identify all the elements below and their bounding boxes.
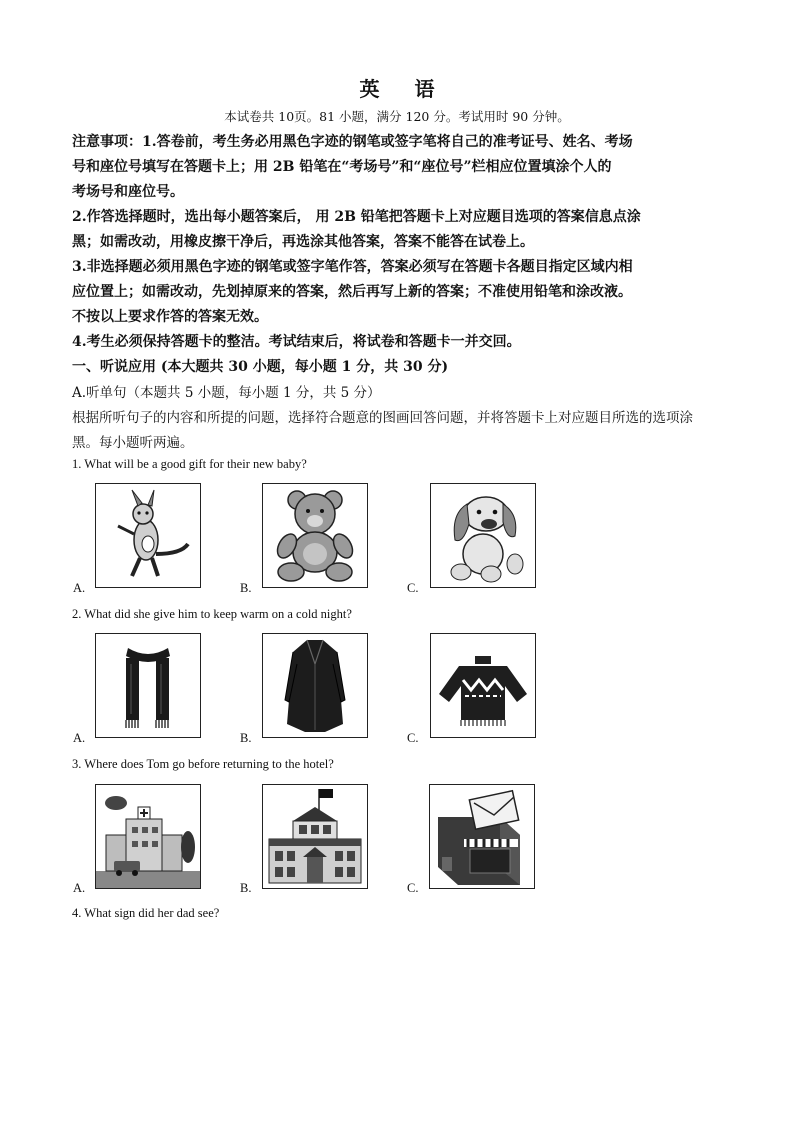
instructions-line: 根据所听句子的内容和所提的问题，选择符合题意的图画回答问题，并将答题卡上对应题目所选的选项涂 bbox=[72, 410, 693, 426]
kangaroo-toy-icon bbox=[96, 484, 200, 587]
option-label: B. bbox=[240, 881, 252, 895]
sweater-icon bbox=[431, 634, 535, 737]
notice-line: 号和座位号填写在答题卡上；用 2B 铅笔在“考场号”和“座位号”栏相应位置填涂个人的 bbox=[72, 159, 612, 175]
notice-line: 应位置上；如需改动，先划掉原来的答案，然后再写上新的答案；不准使用铅笔和涂改液。 bbox=[72, 284, 632, 300]
option-label: A. bbox=[73, 881, 86, 895]
option-image[interactable] bbox=[95, 784, 201, 889]
notice-line: 不按以上要求作答的答案无效。 bbox=[72, 309, 268, 325]
option-label: C. bbox=[407, 731, 419, 745]
school-building-icon bbox=[263, 785, 367, 888]
notice-line: 4.考生必须保持答题卡的整洁。考试结束后，将试卷和答题卡一并交回。 bbox=[72, 334, 521, 350]
question-2-text: 2. What did she give him to keep warm on a cold night? bbox=[72, 607, 352, 621]
option-image[interactable] bbox=[262, 633, 368, 738]
option-image[interactable] bbox=[95, 633, 201, 738]
part-a-heading: A.听单句（本题共 5 小题，每小题 1 分，共 5 分） bbox=[72, 385, 381, 401]
section-heading: 一、听说应用 (本大题共 30 小题，每小题 1 分，共 30 分) bbox=[72, 359, 449, 375]
option-image[interactable] bbox=[429, 784, 535, 889]
option-image[interactable] bbox=[95, 483, 201, 588]
option-label: A. bbox=[73, 581, 86, 595]
option-label: C. bbox=[407, 881, 419, 895]
notice-line: 考场号和座位号。 bbox=[72, 184, 184, 200]
question-1-text: 1. What will be a good gift for their new baby? bbox=[72, 457, 307, 471]
option-label: C. bbox=[407, 581, 419, 595]
scarf-icon bbox=[96, 634, 200, 737]
option-image[interactable] bbox=[262, 784, 368, 889]
question-4-text: 4. What sign did her dad see? bbox=[72, 906, 220, 920]
notice-line: 黑；如需改动，用橡皮擦干净后，再选涂其他答案，答案不能答在试卷上。 bbox=[72, 234, 534, 250]
exam-subtitle: 本试卷共 10页。81 小题，满分 120 分。考试用时 90 分钟。 bbox=[224, 109, 570, 124]
teddy-bear-icon bbox=[263, 484, 367, 587]
notice-line: 2.作答选择题时，选出每小题答案后， 用 2B 铅笔把答题卡上对应题目选项的答案信息点涂 bbox=[72, 209, 641, 225]
notice-line: 3.非选择题必须用黑色字迹的钢笔或签字笔作答，答案必须写在答题卡各题目指定区域内相 bbox=[72, 259, 633, 275]
hospital-icon bbox=[96, 785, 200, 888]
toy-dog-icon bbox=[431, 484, 535, 587]
question-3-text: 3. Where does Tom go before returning to the hotel? bbox=[72, 757, 334, 771]
instructions-line: 黑。每小题听两遍。 bbox=[72, 435, 194, 451]
option-image[interactable] bbox=[262, 483, 368, 588]
exam-title: 英 语 bbox=[359, 77, 449, 101]
coat-icon bbox=[263, 634, 367, 737]
option-label: B. bbox=[240, 731, 252, 745]
option-label: A. bbox=[73, 731, 86, 745]
option-image[interactable] bbox=[430, 633, 536, 738]
option-image[interactable] bbox=[430, 483, 536, 588]
post-office-icon bbox=[430, 785, 534, 888]
option-label: B. bbox=[240, 581, 252, 595]
notice-line: 注意事项：1.答卷前，考生务必用黑色字迹的钢笔或签字笔将自己的准考证号、姓名、考场 bbox=[72, 134, 633, 150]
